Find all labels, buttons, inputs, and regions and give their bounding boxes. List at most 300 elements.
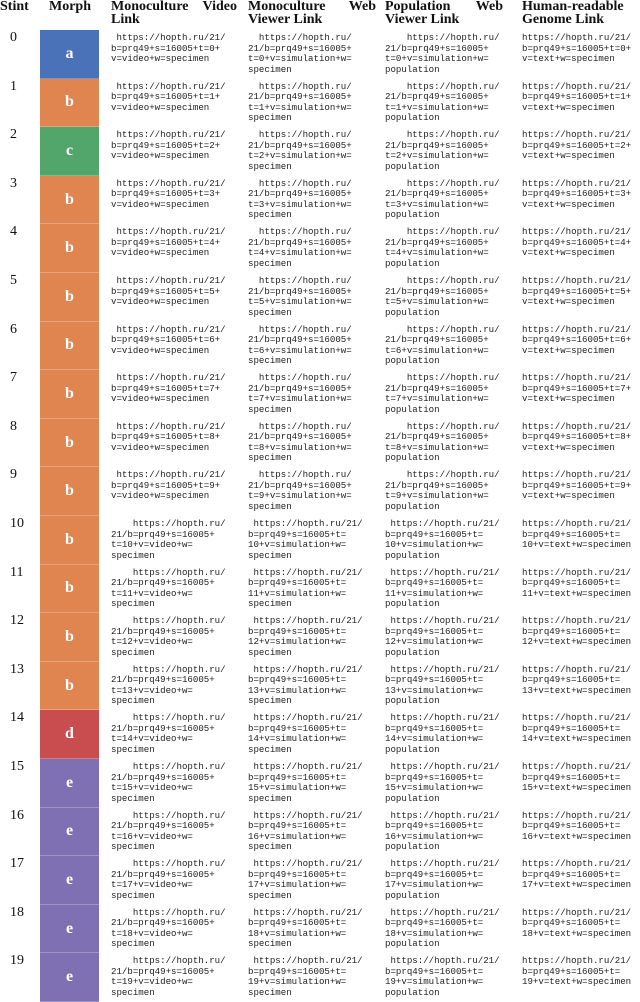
- link-line: https://hopth.ru/: [248, 227, 352, 238]
- link-line: b=prq49+s=16005+t=8+: [522, 431, 632, 443]
- monoculture-video-link[interactable]: [111, 859, 237, 901]
- link-line: t=7+v=simulation+w=: [385, 393, 489, 405]
- link-line: https://hopth.ru/21/: [248, 956, 363, 967]
- link-line: https://hopth.ru/21/: [248, 616, 363, 627]
- monoculture-video-link[interactable]: [111, 470, 237, 502]
- link-line: 18+v=simulation+w=: [385, 927, 484, 939]
- link-line: t=7+v=simulation+w=: [248, 393, 352, 405]
- population-web-viewer-link[interactable]: [385, 908, 515, 950]
- monoculture-video-link[interactable]: [111, 519, 237, 561]
- monoculture-video-link[interactable]: [111, 908, 237, 950]
- genome-link[interactable]: [522, 616, 640, 648]
- link-line: https://hopth.ru/21/: [111, 81, 226, 92]
- link-line: 16+v=simulation+w=: [248, 830, 347, 842]
- stint-number: 13: [10, 661, 24, 677]
- table-row: [0, 759, 640, 808]
- morph-badge: a: [40, 30, 99, 79]
- morph-badge: b: [40, 273, 99, 322]
- population-web-viewer-link[interactable]: [385, 568, 515, 610]
- link-line: https://hopth.ru/21/: [111, 130, 226, 141]
- monoculture-web-viewer-link[interactable]: [248, 616, 378, 658]
- monoculture-video-link[interactable]: [111, 811, 237, 853]
- population-web-viewer-link[interactable]: [385, 519, 515, 561]
- link-line: 21/b=prq49+s=16005+: [111, 820, 215, 832]
- monoculture-video-link[interactable]: [111, 227, 237, 259]
- morph-badge: c: [40, 127, 99, 176]
- link-line: https://hopth.ru/21/: [522, 664, 632, 675]
- link-line: https://hopth.ru/21/: [385, 567, 500, 578]
- link-line: 21/b=prq49+s=16005+: [111, 674, 215, 686]
- link-line: v=text+w=specimen: [522, 344, 615, 356]
- link-line: v=text+w=specimen: [522, 198, 615, 210]
- population-web-viewer-link[interactable]: [385, 811, 515, 853]
- genome-link[interactable]: [522, 908, 640, 940]
- link-line: 14+v=simulation+w=: [385, 733, 484, 745]
- population-web-viewer-link[interactable]: [385, 616, 515, 658]
- link-line: https://hopth.ru/21/: [522, 227, 632, 238]
- link-line: 12+v=simulation+w=: [385, 636, 484, 648]
- stint-number: 18: [10, 904, 24, 920]
- population-web-viewer-link[interactable]: [385, 276, 515, 318]
- link-line: v=video+w=specimen: [111, 247, 210, 259]
- link-line: b=prq49+s=16005+t=: [385, 674, 484, 686]
- link-line: https://hopth.ru/21/: [248, 762, 363, 772]
- link-line: https://hopth.ru/: [111, 713, 226, 724]
- population-web-viewer-link[interactable]: [385, 227, 515, 269]
- genome-link[interactable]: [522, 422, 640, 454]
- link-line: specimen: [248, 646, 292, 658]
- link-line: b=prq49+s=16005+t=: [248, 625, 347, 637]
- monoculture-web-viewer-link[interactable]: [248, 227, 378, 269]
- link-line: 21/b=prq49+s=16005+: [111, 771, 215, 783]
- link-line: https://hopth.ru/21/: [522, 519, 632, 529]
- monoculture-video-link[interactable]: [111, 422, 237, 454]
- link-line: 12+v=simulation+w=: [248, 636, 347, 648]
- header-line: Monoculture Web: [248, 0, 376, 14]
- link-line: https://hopth.ru/21/: [111, 421, 226, 432]
- link-line: https://hopth.ru/21/: [522, 178, 632, 189]
- header-line: Monoculture Video: [111, 0, 237, 14]
- stint-number: 14: [10, 710, 24, 726]
- link-line: v=video+w=specimen: [111, 344, 210, 356]
- link-line: specimen: [248, 743, 292, 755]
- morph-badge: b: [40, 419, 99, 468]
- monoculture-video-link[interactable]: [111, 956, 237, 998]
- table-row: [0, 127, 640, 176]
- monoculture-web-viewer-link[interactable]: [248, 762, 378, 804]
- link-line: b=prq49+s=16005+t=: [248, 868, 347, 880]
- link-line: t=0+v=simulation+w=: [385, 53, 489, 64]
- link-line: https://hopth.ru/: [111, 859, 226, 870]
- link-line: 21/b=prq49+s=16005+: [385, 382, 489, 394]
- link-line: 21/b=prq49+s=16005+: [248, 334, 352, 346]
- header-line: Human-readable: [522, 0, 624, 14]
- link-line: https://hopth.ru/21/: [111, 276, 226, 286]
- monoculture-web-viewer-link[interactable]: [248, 179, 378, 221]
- stint-number: 9: [10, 467, 17, 483]
- monoculture-web-viewer-link[interactable]: [248, 130, 378, 172]
- link-line: specimen: [111, 646, 155, 658]
- link-line: https://hopth.ru/21/: [522, 324, 632, 335]
- link-line: v=video+w=specimen: [111, 393, 210, 405]
- genome-link[interactable]: [522, 811, 640, 843]
- stint-number: 4: [10, 224, 17, 240]
- genome-link[interactable]: [522, 713, 640, 745]
- population-web-viewer-link[interactable]: [385, 762, 515, 804]
- genome-link[interactable]: [522, 33, 640, 65]
- monoculture-web-viewer-link[interactable]: [248, 956, 378, 998]
- table-row: [0, 370, 640, 419]
- link-line: https://hopth.ru/21/: [522, 762, 632, 772]
- link-line: https://hopth.ru/21/: [248, 859, 363, 870]
- link-line: https://hopth.ru/: [248, 324, 352, 335]
- link-line: https://hopth.ru/21/: [385, 713, 500, 724]
- table-row: [0, 273, 640, 322]
- link-line: 21/b=prq49+s=16005+: [111, 965, 215, 977]
- link-line: 13+v=text+w=specimen: [522, 684, 632, 696]
- monoculture-web-viewer-link[interactable]: [248, 470, 378, 512]
- monoculture-video-link[interactable]: [111, 130, 237, 162]
- link-line: b=prq49+s=16005+t=: [522, 771, 621, 783]
- stint-number: 10: [10, 516, 24, 531]
- genome-link[interactable]: [522, 859, 640, 891]
- link-line: b=prq49+s=16005+t=: [522, 965, 621, 977]
- link-line: population: [385, 792, 440, 804]
- link-line: b=prq49+s=16005+t=4+: [522, 236, 632, 248]
- population-web-viewer-link[interactable]: [385, 33, 515, 75]
- genome-link[interactable]: [522, 568, 640, 600]
- monoculture-video-link[interactable]: [111, 373, 237, 405]
- monoculture-web-viewer-link[interactable]: [248, 325, 378, 367]
- table-row: [0, 322, 640, 371]
- link-line: https://hopth.ru/: [248, 470, 352, 481]
- monoculture-video-link[interactable]: [111, 665, 237, 707]
- link-line: v=text+w=specimen: [522, 490, 615, 502]
- genome-link[interactable]: [522, 179, 640, 211]
- link-line: b=prq49+s=16005+t=7+: [111, 382, 221, 394]
- population-web-viewer-link[interactable]: [385, 422, 515, 464]
- monoculture-web-viewer-link[interactable]: [248, 713, 378, 755]
- stint-number: 6: [10, 321, 17, 337]
- link-line: t=9+v=simulation+w=: [248, 490, 352, 502]
- link-line: 17+v=simulation+w=: [385, 879, 484, 891]
- link-line: specimen: [248, 403, 292, 415]
- link-line: 10+v=simulation+w=: [248, 539, 347, 550]
- link-line: https://hopth.ru/21/: [111, 33, 226, 43]
- link-line: 21/b=prq49+s=16005+: [385, 42, 489, 54]
- stint-number: 16: [10, 807, 24, 823]
- genome-link[interactable]: [522, 82, 640, 114]
- header-line: Viewer Link: [248, 12, 323, 27]
- link-line: https://hopth.ru/21/: [248, 810, 363, 821]
- genome-link[interactable]: [522, 665, 640, 697]
- link-line: https://hopth.ru/: [248, 178, 352, 189]
- monoculture-video-link[interactable]: [111, 762, 237, 804]
- link-line: specimen: [248, 938, 292, 950]
- monoculture-video-link[interactable]: [111, 325, 237, 357]
- link-line: b=prq49+s=16005+t=: [522, 868, 621, 880]
- link-line: b=prq49+s=16005+t=5+: [111, 285, 221, 297]
- link-line: b=prq49+s=16005+t=: [385, 868, 484, 880]
- link-line: specimen: [248, 841, 292, 853]
- link-line: specimen: [248, 355, 292, 367]
- monoculture-video-link[interactable]: [111, 179, 237, 211]
- link-line: https://hopth.ru/21/: [385, 762, 500, 772]
- morph-badge: d: [40, 710, 99, 759]
- link-line: specimen: [111, 695, 155, 707]
- link-line: 13+v=simulation+w=: [385, 684, 484, 696]
- genome-link[interactable]: [522, 373, 640, 405]
- link-line: 11+v=simulation+w=: [385, 587, 484, 599]
- table-row: [0, 176, 640, 225]
- link-line: v=text+w=specimen: [522, 247, 615, 259]
- stint-number: 15: [10, 759, 24, 774]
- link-line: t=9+v=simulation+w=: [385, 490, 489, 502]
- link-line: https://hopth.ru/21/: [522, 567, 632, 578]
- table-row: [0, 565, 640, 614]
- population-web-viewer-link[interactable]: [385, 470, 515, 512]
- table-row: [0, 613, 640, 662]
- header-monoculture-web-viewer-link: [248, 0, 376, 26]
- link-line: v=video+w=specimen: [111, 296, 210, 307]
- link-line: b=prq49+s=16005+t=8+: [111, 431, 221, 443]
- morph-badge: e: [40, 953, 99, 1002]
- morph-badge: e: [40, 905, 99, 954]
- link-line: 16+v=text+w=specimen: [522, 830, 632, 842]
- monoculture-video-link[interactable]: [111, 616, 237, 658]
- link-line: 17+v=simulation+w=: [248, 879, 347, 891]
- link-line: 12+v=text+w=specimen: [522, 636, 632, 648]
- table-row: [0, 953, 640, 1002]
- link-line: b=prq49+s=16005+t=6+: [522, 334, 632, 346]
- header-line: Genome Link: [522, 12, 605, 27]
- link-line: https://hopth.ru/21/: [248, 567, 363, 578]
- link-line: https://hopth.ru/21/: [248, 664, 363, 675]
- link-line: t=10+v=video+w=: [111, 539, 193, 550]
- monoculture-web-viewer-link[interactable]: [248, 276, 378, 318]
- stint-number: 5: [10, 273, 17, 288]
- genome-link[interactable]: [522, 276, 640, 308]
- link-line: specimen: [111, 743, 155, 755]
- population-web-viewer-link[interactable]: [385, 665, 515, 707]
- header-line: Link: [111, 12, 140, 27]
- link-line: b=prq49+s=16005+t=: [385, 917, 484, 929]
- population-web-viewer-link[interactable]: [385, 956, 515, 998]
- population-web-viewer-link[interactable]: [385, 373, 515, 415]
- link-line: b=prq49+s=16005+t=: [385, 625, 484, 637]
- link-line: specimen: [248, 695, 292, 707]
- link-line: https://hopth.ru/: [248, 373, 352, 384]
- monoculture-video-link[interactable]: [111, 33, 237, 65]
- link-line: population: [385, 403, 440, 415]
- monoculture-web-viewer-link[interactable]: [248, 519, 378, 561]
- link-line: https://hopth.ru/21/: [522, 130, 632, 141]
- link-line: 21/b=prq49+s=16005+: [111, 577, 215, 589]
- link-line: 11+v=simulation+w=: [248, 587, 347, 599]
- morph-badge: b: [40, 322, 99, 371]
- table-row: [0, 467, 640, 516]
- link-line: https://hopth.ru/21/: [111, 178, 226, 189]
- morph-badge: b: [40, 370, 99, 419]
- link-line: specimen: [248, 889, 292, 901]
- genome-link[interactable]: [522, 470, 640, 502]
- monoculture-video-link[interactable]: [111, 276, 237, 308]
- morph-badge: b: [40, 516, 99, 565]
- link-line: specimen: [248, 306, 292, 318]
- genome-link[interactable]: [522, 762, 640, 794]
- link-line: 13+v=simulation+w=: [248, 684, 347, 696]
- monoculture-web-viewer-link[interactable]: [248, 33, 378, 75]
- link-line: t=1+v=simulation+w=: [248, 101, 352, 113]
- morph-badge: b: [40, 467, 99, 516]
- population-web-viewer-link[interactable]: [385, 859, 515, 901]
- link-line: https://hopth.ru/: [111, 810, 226, 821]
- header-stint: Stint: [0, 0, 29, 14]
- header-line: Viewer Link: [385, 12, 460, 27]
- genome-link[interactable]: [522, 325, 640, 357]
- link-line: 21/b=prq49+s=16005+: [248, 382, 352, 394]
- population-web-viewer-link[interactable]: [385, 713, 515, 755]
- table-row: [0, 224, 640, 273]
- link-line: v=video+w=specimen: [111, 198, 210, 210]
- link-line: t=13+v=video+w=: [111, 684, 193, 696]
- monoculture-web-viewer-link[interactable]: [248, 82, 378, 124]
- link-line: b=prq49+s=16005+t=: [522, 577, 621, 589]
- monoculture-web-viewer-link[interactable]: [248, 373, 378, 415]
- link-line: population: [385, 743, 440, 755]
- link-line: v=video+w=specimen: [111, 150, 210, 162]
- link-line: b=prq49+s=16005+t=: [522, 674, 621, 686]
- link-line: https://hopth.ru/21/: [522, 470, 632, 481]
- link-line: 21/b=prq49+s=16005+: [248, 285, 352, 297]
- link-line: b=prq49+s=16005+t=: [385, 965, 484, 977]
- genome-link[interactable]: [522, 227, 640, 259]
- link-line: 21/b=prq49+s=16005+: [385, 479, 489, 491]
- genome-link[interactable]: [522, 519, 640, 551]
- stint-number: 1: [10, 78, 17, 94]
- link-line: 21/b=prq49+s=16005+: [385, 236, 489, 248]
- monoculture-web-viewer-link[interactable]: [248, 859, 378, 901]
- link-line: t=16+v=video+w=: [111, 830, 193, 842]
- link-line: t=8+v=simulation+w=: [385, 441, 489, 453]
- link-line: https://hopth.ru/: [111, 956, 226, 967]
- link-line: https://hopth.ru/: [111, 762, 226, 772]
- link-line: 21/b=prq49+s=16005+: [385, 139, 489, 151]
- table-row: [0, 856, 640, 905]
- link-line: population: [385, 355, 440, 367]
- link-line: https://hopth.ru/21/: [385, 616, 500, 627]
- stint-number: 2: [10, 127, 17, 143]
- link-line: https://hopth.ru/: [248, 421, 352, 432]
- link-line: specimen: [111, 598, 155, 610]
- link-line: 21/b=prq49+s=16005+: [248, 139, 352, 151]
- link-line: https://hopth.ru/: [248, 81, 352, 92]
- link-line: https://hopth.ru/21/: [248, 713, 363, 724]
- link-line: t=3+v=simulation+w=: [248, 198, 352, 210]
- link-line: specimen: [248, 792, 292, 804]
- link-line: 21/b=prq49+s=16005+: [248, 431, 352, 443]
- genome-link[interactable]: [522, 130, 640, 162]
- link-line: t=4+v=simulation+w=: [385, 247, 489, 259]
- link-line: 21/b=prq49+s=16005+: [385, 431, 489, 443]
- population-web-viewer-link[interactable]: [385, 82, 515, 124]
- link-line: https://hopth.ru/21/: [522, 373, 632, 384]
- link-line: b=prq49+s=16005+t=: [248, 771, 347, 783]
- monoculture-video-link[interactable]: [111, 568, 237, 610]
- link-line: https://hopth.ru/21/: [111, 373, 226, 384]
- monoculture-web-viewer-link[interactable]: [248, 908, 378, 950]
- link-line: b=prq49+s=16005+t=: [248, 674, 347, 686]
- link-line: b=prq49+s=16005+t=1+: [522, 91, 632, 103]
- link-line: v=text+w=specimen: [522, 296, 615, 307]
- link-line: population: [385, 306, 440, 318]
- link-line: 21/b=prq49+s=16005+: [111, 868, 215, 880]
- link-line: b=prq49+s=16005+t=: [385, 528, 484, 540]
- link-line: b=prq49+s=16005+t=: [522, 528, 621, 540]
- link-line: t=8+v=simulation+w=: [248, 441, 352, 453]
- link-line: 21/b=prq49+s=16005+: [385, 334, 489, 346]
- link-line: v=video+w=specimen: [111, 53, 210, 64]
- population-web-viewer-link[interactable]: [385, 325, 515, 367]
- genome-link[interactable]: [522, 956, 640, 988]
- link-line: https://hopth.ru/21/: [522, 859, 632, 870]
- link-line: t=1+v=simulation+w=: [385, 101, 489, 113]
- link-line: v=text+w=specimen: [522, 101, 615, 113]
- link-line: 17+v=text+w=specimen: [522, 879, 632, 891]
- link-line: https://hopth.ru/21/: [522, 81, 632, 92]
- link-line: population: [385, 452, 440, 464]
- morph-badge: b: [40, 662, 99, 711]
- link-line: b=prq49+s=16005+t=5+: [522, 285, 632, 297]
- link-line: population: [385, 257, 440, 269]
- monoculture-video-link[interactable]: [111, 82, 237, 114]
- link-line: t=2+v=simulation+w=: [385, 150, 489, 162]
- population-web-viewer-link[interactable]: [385, 130, 515, 172]
- link-line: 18+v=simulation+w=: [248, 927, 347, 939]
- link-line: t=6+v=simulation+w=: [385, 344, 489, 356]
- link-line: https://hopth.ru/21/: [248, 519, 363, 529]
- link-line: 21/b=prq49+s=16005+: [111, 917, 215, 929]
- monoculture-video-link[interactable]: [111, 713, 237, 755]
- link-line: https://hopth.ru/: [385, 276, 500, 286]
- link-line: t=15+v=video+w=: [111, 782, 193, 793]
- monoculture-web-viewer-link[interactable]: [248, 568, 378, 610]
- link-line: 19+v=simulation+w=: [248, 976, 347, 988]
- link-line: t=17+v=video+w=: [111, 879, 193, 891]
- link-line: v=video+w=specimen: [111, 490, 210, 502]
- link-line: https://hopth.ru/21/: [385, 810, 500, 821]
- stint-number: 19: [10, 953, 24, 969]
- link-line: specimen: [248, 209, 292, 221]
- link-line: https://hopth.ru/21/: [248, 907, 363, 918]
- link-line: b=prq49+s=16005+t=: [248, 722, 347, 734]
- link-line: t=5+v=simulation+w=: [385, 296, 489, 307]
- population-web-viewer-link[interactable]: [385, 179, 515, 221]
- link-line: population: [385, 112, 440, 124]
- monoculture-web-viewer-link[interactable]: [248, 665, 378, 707]
- monoculture-web-viewer-link[interactable]: [248, 811, 378, 853]
- link-line: t=14+v=video+w=: [111, 733, 193, 745]
- link-line: specimen: [111, 889, 155, 901]
- link-line: specimen: [248, 986, 292, 998]
- link-line: population: [385, 500, 440, 512]
- link-line: population: [385, 209, 440, 221]
- link-line: https://hopth.ru/: [111, 664, 226, 675]
- link-line: https://hopth.ru/21/: [522, 33, 632, 43]
- monoculture-web-viewer-link[interactable]: [248, 422, 378, 464]
- link-line: specimen: [248, 598, 292, 610]
- morph-badge: e: [40, 759, 99, 808]
